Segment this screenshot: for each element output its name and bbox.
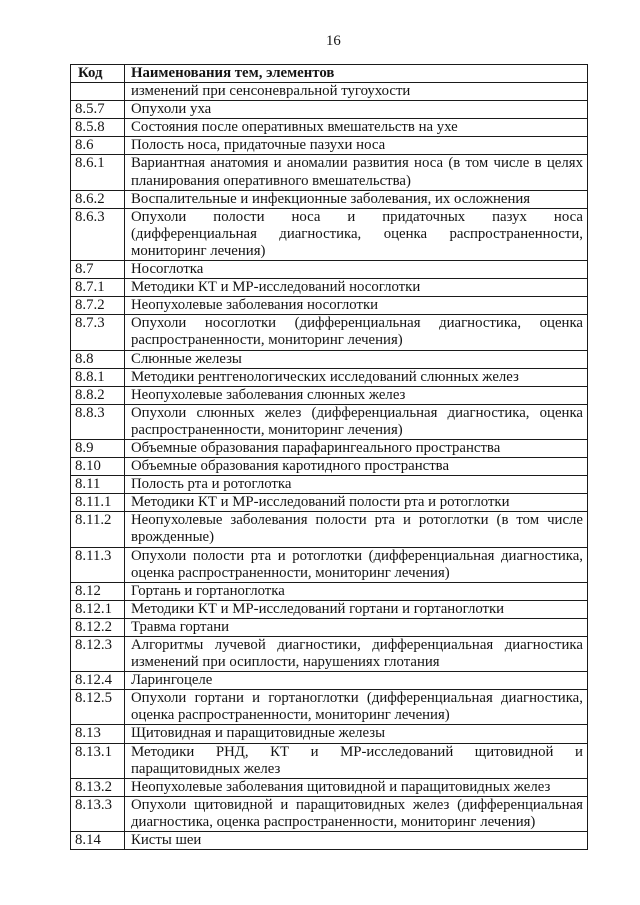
row-title-line: паращитовидных желез xyxy=(131,760,281,777)
row-code: 8.11 xyxy=(71,476,125,494)
row-code: 8.11.3 xyxy=(71,547,125,582)
row-title-line: Слюнные железы xyxy=(131,350,242,367)
row-title-word: (дифференциальная xyxy=(294,315,421,332)
row-title-word: желез xyxy=(264,404,302,421)
row-title-word: Опухоли xyxy=(131,315,187,332)
row-title xyxy=(125,796,588,831)
row-title xyxy=(125,690,588,725)
row-code: 8.6.3 xyxy=(71,208,125,260)
row-title-word: РНД, xyxy=(215,743,249,760)
row-title-line: Гортань и гортаноглотка xyxy=(131,582,285,599)
table-row xyxy=(71,350,588,368)
row-code: 8.10 xyxy=(71,458,125,476)
row-title-word: и xyxy=(280,796,289,813)
table-row xyxy=(71,137,588,155)
row-code: 8.12.4 xyxy=(71,672,125,690)
table-row xyxy=(71,832,588,850)
row-title-line xyxy=(131,690,583,707)
row-title xyxy=(125,743,588,778)
row-title-word: и xyxy=(575,743,583,760)
row-title-line: Состояния после оперативных вмешательств на ухе xyxy=(131,119,458,136)
row-title xyxy=(125,279,588,297)
row-code: 8.8 xyxy=(71,350,125,368)
table-body xyxy=(71,83,588,850)
row-code: 8.7 xyxy=(71,261,125,279)
row-title-line: Методики КТ и МР-исследований носоглотки xyxy=(131,279,421,296)
row-code: 8.12.5 xyxy=(71,690,125,725)
row-title-word: гортани xyxy=(194,690,244,707)
row-title-word: лучевой xyxy=(214,637,266,653)
row-title-word: анатомия xyxy=(210,155,269,172)
row-title-line: оценка распространенности, мониторинг лечения) xyxy=(131,707,450,724)
row-title-line: Ларингоцеле xyxy=(131,672,213,689)
row-code: 8.13.3 xyxy=(71,796,125,831)
row-title-line: Воспалительные и инфекционные заболевания, их осложнения xyxy=(131,190,531,207)
row-code: 8.13.2 xyxy=(71,778,125,796)
row-title-line: мониторинг лечения) xyxy=(131,242,266,259)
row-title-word: в xyxy=(534,155,542,172)
row-title-word: диагностика, xyxy=(501,690,583,707)
row-code: 8.12 xyxy=(71,582,125,600)
row-title-word: Вариантная xyxy=(131,155,205,172)
row-title-word: диагностика, xyxy=(501,547,583,564)
row-title-line: изменений при сенсоневральной тугоухости xyxy=(131,83,411,100)
row-title-word: носоглотки xyxy=(204,315,277,332)
row-code: 8.7.3 xyxy=(71,315,125,350)
table-row xyxy=(71,83,588,101)
row-title-line: Травма гортани xyxy=(131,618,230,635)
row-title xyxy=(125,119,588,137)
row-title xyxy=(125,512,588,547)
row-title-line xyxy=(131,155,583,172)
table-row xyxy=(71,101,588,119)
row-title xyxy=(125,476,588,494)
row-title-line: планирования оперативного вмешательства) xyxy=(131,172,411,189)
row-title-line xyxy=(131,744,583,761)
table-row xyxy=(71,368,588,386)
row-title xyxy=(125,672,588,690)
row-title-word: числе xyxy=(493,155,530,172)
row-title-line: Полость носа, придаточные пазухи носа xyxy=(131,137,386,154)
row-title-word: аномалии xyxy=(286,155,348,172)
table-header-row xyxy=(71,65,588,83)
row-title-line xyxy=(131,512,583,529)
table-row xyxy=(71,547,588,582)
row-code: 8.12.3 xyxy=(71,637,125,672)
table-row xyxy=(71,512,588,547)
row-title-line: Неопухолевые заболевания носоглотки xyxy=(131,297,379,314)
row-title-word: оценка xyxy=(383,225,428,242)
row-title-word: дифференциальная xyxy=(372,637,494,653)
row-title-word: целях xyxy=(546,155,583,172)
row-title-word: Опухоли xyxy=(131,796,187,813)
row-code: 8.12.2 xyxy=(71,618,125,636)
row-title-word: носа xyxy=(291,208,321,225)
row-title xyxy=(125,600,588,618)
row-title-word: (дифференциальная xyxy=(131,225,257,242)
row-title-word: желез xyxy=(412,796,450,813)
row-title-word: гортаноглотки xyxy=(268,690,359,707)
row-title-word: полости xyxy=(213,208,265,225)
table-row xyxy=(71,439,588,457)
row-title-line xyxy=(131,315,583,332)
row-title-word: и xyxy=(402,512,411,529)
row-title xyxy=(125,208,588,260)
row-title-line: Методики КТ и МР-исследований гортани и гортаноглотки xyxy=(131,600,505,617)
row-title-word: придаточных xyxy=(382,208,466,225)
row-title xyxy=(125,386,588,404)
table-row xyxy=(71,208,588,260)
row-title-word: заболевания xyxy=(230,512,308,529)
row-title-word: щитовидной xyxy=(194,796,273,813)
row-title xyxy=(125,315,588,350)
row-code: 8.7.2 xyxy=(71,297,125,315)
row-title xyxy=(125,137,588,155)
row-code: 8.13 xyxy=(71,725,125,743)
row-code: 8.6 xyxy=(71,137,125,155)
row-title xyxy=(125,547,588,582)
row-title-word: и xyxy=(310,743,319,760)
table-row xyxy=(71,582,588,600)
row-title-line: Методики рентгенологических исследований слюнных желез xyxy=(131,368,519,385)
row-title-word: носа xyxy=(414,155,444,172)
page-number: 16 xyxy=(326,33,341,49)
row-title-word: (в xyxy=(496,512,509,529)
table-header xyxy=(71,65,588,83)
row-title-line: Методики КТ и МР-исследований полости рта и ротоглотки xyxy=(131,494,510,511)
table-row xyxy=(71,119,588,137)
row-title xyxy=(125,368,588,386)
row-title-word: развития xyxy=(352,155,409,172)
row-title xyxy=(125,637,588,672)
row-title-line: Объемные образования каротидного пространства xyxy=(131,458,450,475)
row-code: 8.11.1 xyxy=(71,494,125,512)
row-title-word: рта xyxy=(250,547,272,564)
row-title-line: распространенности, мониторинг лечения) xyxy=(131,421,403,438)
row-title-word: диагностика, xyxy=(279,225,362,242)
row-title xyxy=(125,725,588,743)
row-title-word: ротоглотки xyxy=(292,547,362,564)
row-title-line: Полость рта и ротоглотка xyxy=(131,476,292,493)
row-title xyxy=(125,832,588,850)
row-title-line: Неопухолевые заболевания щитовидной и паращитовидных желез xyxy=(131,778,551,795)
row-title xyxy=(125,458,588,476)
row-title-word: Опухоли xyxy=(131,208,187,225)
row-title-word: том xyxy=(516,512,540,529)
row-code xyxy=(71,83,125,101)
row-title xyxy=(125,350,588,368)
row-code: 8.13.1 xyxy=(71,743,125,778)
table-row xyxy=(71,386,588,404)
row-title-word: диагностики, xyxy=(277,637,361,653)
row-code: 8.14 xyxy=(71,832,125,850)
row-title-word: распространенности, xyxy=(449,225,583,242)
row-title xyxy=(125,439,588,457)
row-title xyxy=(125,618,588,636)
row-title-word: (дифференциальная xyxy=(311,404,438,421)
row-title-word: том xyxy=(465,155,489,172)
row-title-word: Неопухолевые xyxy=(131,512,223,529)
table-row xyxy=(71,778,588,796)
row-code: 8.5.7 xyxy=(71,101,125,119)
row-title-line xyxy=(131,637,583,654)
table-row xyxy=(71,261,588,279)
row-title-word: паращитовидных xyxy=(295,796,406,813)
row-title-word: КТ xyxy=(270,743,290,760)
column-header-name: Наименования тем, элементов xyxy=(125,65,588,83)
row-title xyxy=(125,83,588,101)
table-row xyxy=(71,600,588,618)
row-title xyxy=(125,101,588,119)
row-title-word: и xyxy=(347,208,356,225)
row-title-word: полости xyxy=(315,512,367,529)
row-title-word: пазух xyxy=(492,208,527,225)
row-code: 8.8.3 xyxy=(71,404,125,439)
table-row xyxy=(71,637,588,672)
row-title-line: Опухоли уха xyxy=(131,101,212,118)
table-row xyxy=(71,690,588,725)
row-title-word: (дифференциальная xyxy=(368,547,495,564)
row-title-word: рта xyxy=(374,512,396,529)
row-code: 8.5.8 xyxy=(71,119,125,137)
row-title-line xyxy=(131,226,583,243)
row-title-line xyxy=(131,405,583,422)
row-title-word: полости xyxy=(192,547,245,564)
row-title-word: диагностика, xyxy=(439,315,522,332)
table-row xyxy=(71,279,588,297)
row-title-line: Объемные образования парафарингеального пространства xyxy=(131,439,501,456)
row-title-word: (в xyxy=(448,155,461,172)
row-title xyxy=(125,297,588,315)
row-title xyxy=(125,190,588,208)
row-title-word: (дифференциальная xyxy=(366,690,493,707)
row-title-line: Носоглотка xyxy=(131,261,204,278)
row-code: 8.6.2 xyxy=(71,190,125,208)
topics-table xyxy=(70,64,588,850)
row-title-word: носа xyxy=(553,208,583,225)
row-title-word: Опухоли xyxy=(131,547,187,564)
row-title-word: и xyxy=(277,547,286,564)
table-row xyxy=(71,315,588,350)
table-row xyxy=(71,155,588,190)
table-row xyxy=(71,494,588,512)
row-title-word: Методики xyxy=(131,743,195,760)
column-header-code: Код xyxy=(71,65,125,83)
row-title-word: оценка xyxy=(539,404,583,421)
row-title-word: и xyxy=(273,155,282,172)
row-title xyxy=(125,778,588,796)
row-title-word: Алгоритмы xyxy=(131,637,204,653)
table-row xyxy=(71,796,588,831)
row-title-line: Кисты шеи xyxy=(131,832,202,849)
row-title-word: Опухоли xyxy=(131,690,187,707)
row-title xyxy=(125,155,588,190)
row-title-line: Щитовидная и паращитовидные железы xyxy=(131,725,386,742)
row-title-line xyxy=(131,797,583,814)
row-title-word: числе xyxy=(547,512,583,529)
row-code: 8.9 xyxy=(71,439,125,457)
row-title-word: диагностика xyxy=(504,637,583,653)
row-title-word: МР-исследований xyxy=(340,743,454,760)
row-title-word: диагностика, xyxy=(447,404,530,421)
row-title-line: диагностика, оценка распространенности, мониторинг лечения) xyxy=(131,813,536,830)
row-title-line: Неопухолевые заболевания слюнных желез xyxy=(131,386,406,403)
table-row xyxy=(71,672,588,690)
table-row xyxy=(71,725,588,743)
row-title-word: Опухоли xyxy=(131,404,187,421)
row-code: 8.8.2 xyxy=(71,386,125,404)
row-title-line: изменений при осиплости, нарушениях глотания xyxy=(131,654,440,671)
row-title xyxy=(125,261,588,279)
table-row xyxy=(71,476,588,494)
table-row xyxy=(71,618,588,636)
table-row xyxy=(71,190,588,208)
row-title xyxy=(125,582,588,600)
row-code: 8.7.1 xyxy=(71,279,125,297)
row-title-word: (дифференциальная xyxy=(457,796,583,813)
row-title-word: ротоглотки xyxy=(418,512,489,529)
row-code: 8.12.1 xyxy=(71,600,125,618)
row-title-word: оценка xyxy=(539,315,583,332)
table-row xyxy=(71,458,588,476)
table-row xyxy=(71,743,588,778)
row-code: 8.11.2 xyxy=(71,512,125,547)
table-row xyxy=(71,297,588,315)
row-code: 8.8.1 xyxy=(71,368,125,386)
row-title xyxy=(125,404,588,439)
row-title xyxy=(125,494,588,512)
row-title-line xyxy=(131,548,583,565)
row-title-word: слюнных xyxy=(196,404,255,421)
row-title-word: щитовидной xyxy=(474,743,554,760)
row-title-line xyxy=(131,209,583,226)
row-title-line: оценка распространенности, мониторинг лечения) xyxy=(131,564,450,581)
row-code: 8.6.1 xyxy=(71,155,125,190)
row-title-line: распространенности, мониторинг лечения) xyxy=(131,332,403,349)
table-row xyxy=(71,404,588,439)
row-title-word: и xyxy=(252,690,261,707)
row-title-line: врожденные) xyxy=(131,529,215,546)
